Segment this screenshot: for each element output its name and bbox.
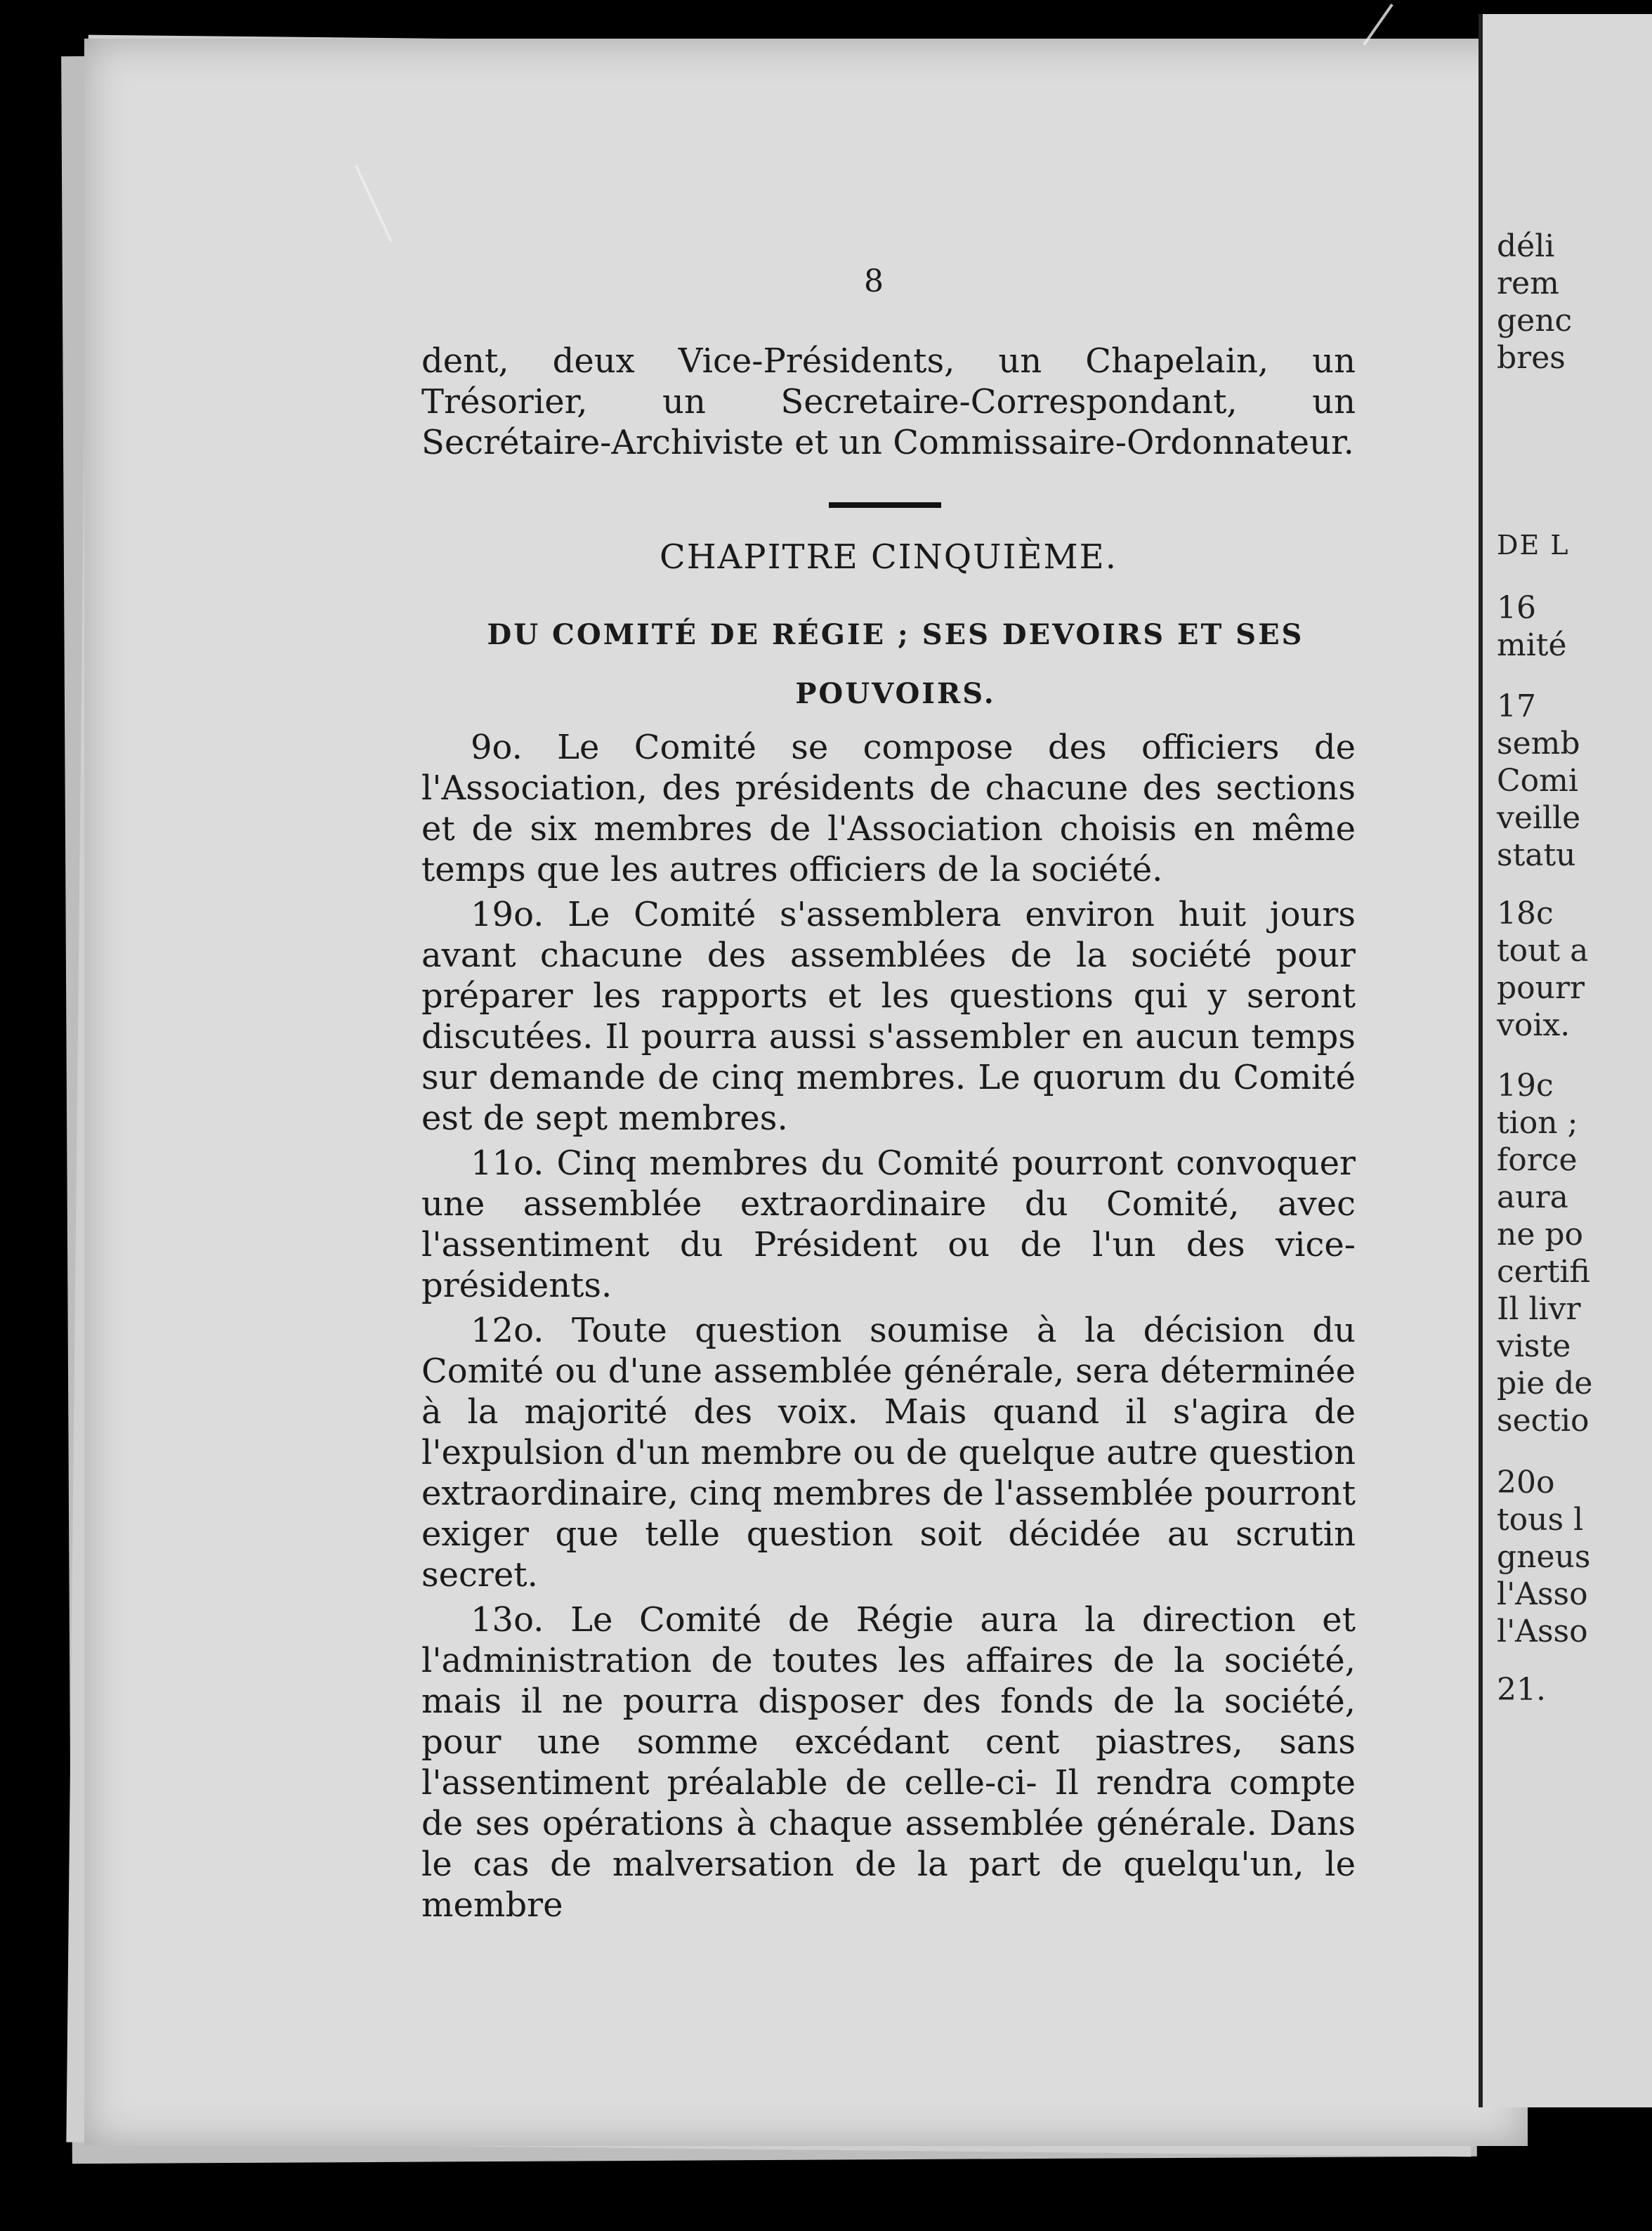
- right-fragment: veille: [1497, 800, 1581, 836]
- section-heading-line-2: POUVOIRS.: [795, 677, 996, 710]
- right-fragment: Comi: [1497, 763, 1578, 799]
- articles-body: [421, 727, 1356, 1930]
- right-fragment: Il livr: [1497, 1291, 1581, 1327]
- article-10: 19o. Le Comité s'assemblera environ huit jours avant chacune des assemblées de la société pour préparer les rapports et les questions qui y seront discutées. Il pourra aussi s'assembler en aucun temps sur demande de cinq membres. Le quorum du Comité est de sept membres.: [421, 895, 1356, 1138]
- right-fragment: 21.: [1497, 1672, 1546, 1708]
- opening-paragraph: [421, 341, 1356, 467]
- right-page: [1479, 14, 1652, 2107]
- section-heading: [450, 606, 1342, 724]
- article-9: 9o. Le Comité se compose des officiers de l'Association, des présidents de chacune des sections et de six membres de l'Association choisis en même temps que les autres officiers de la société.: [421, 728, 1356, 889]
- article-12: 12o. Toute question soumise à la décision du Comité ou d'une assemblée générale, sera déterminée à la majorité des voix. Mais quand il s'agira de l'expulsion d'un membre ou de quelque autre question extraordinaire, cinq membres de l'assemblée pourront exiger que telle question soit décidée au scrutin secret.: [421, 1311, 1356, 1595]
- right-fragment: semb: [1497, 726, 1580, 761]
- right-fragment: voix.: [1497, 1007, 1571, 1043]
- article-13: 13o. Le Comité de Régie aura la direction et l'administration de toutes les affaires de la société, mais il ne pourra disposer des fonds de la société, pour une somme excédant cent piastres, sans l'assentiment préalable de celle-ci- Il rendra compte de ses opérations à chaque assemblée générale. Dans le cas de malversation de la part de quelqu'un, le membre: [421, 1600, 1356, 1925]
- right-fragment: sectio: [1497, 1403, 1589, 1439]
- right-fragment: statu: [1497, 837, 1576, 873]
- right-fragment: l'Asso: [1497, 1614, 1588, 1649]
- right-fragment: bres: [1497, 340, 1566, 376]
- right-fragment: tous l: [1497, 1502, 1584, 1538]
- right-fragment: genc: [1497, 303, 1573, 339]
- page-number: 8: [864, 263, 884, 299]
- right-fragment: tion ;: [1497, 1105, 1578, 1141]
- section-heading-line-1: DU COMITÉ DE RÉGIE ; SES DEVOIRS ET SES: [487, 618, 1304, 651]
- right-fragment: déli: [1497, 228, 1555, 264]
- right-fragment: viste: [1497, 1328, 1571, 1364]
- right-fragment: rem: [1497, 266, 1559, 301]
- chapter-title: CHAPITRE CINQUIÈME.: [660, 537, 1117, 577]
- right-fragment: DE L: [1497, 530, 1570, 561]
- right-fragment: 17: [1497, 688, 1536, 724]
- right-fragment: certifi: [1497, 1254, 1590, 1290]
- right-fragment: mité: [1497, 627, 1567, 663]
- right-fragment: 19c: [1497, 1068, 1554, 1104]
- article-11: 11o. Cinq membres du Comité pourront convoquer une assemblée extraordinaire du Comité, avec l'assentiment du Président ou de l'un des vice-présidents.: [421, 1144, 1356, 1305]
- right-fragment: gneus: [1497, 1539, 1591, 1575]
- right-fragment: 16: [1497, 590, 1536, 626]
- right-fragment: pie de: [1497, 1366, 1593, 1401]
- right-fragment: aura: [1497, 1179, 1568, 1215]
- right-fragment: 20o: [1497, 1465, 1555, 1500]
- right-fragment: tout a: [1497, 933, 1589, 969]
- section-divider: [829, 502, 941, 508]
- right-fragment: 18c: [1497, 896, 1554, 931]
- right-fragment: ne po: [1497, 1217, 1584, 1252]
- opening-paragraph-text: dent, deux Vice-Présidents, un Chapelain, un Trésorier, un Secretaire-Correspondant, un Secrétaire-Archiviste et un Commissaire-Ordonnateur.: [421, 341, 1356, 462]
- right-fragment: pourr: [1497, 970, 1585, 1006]
- right-fragment: force: [1497, 1142, 1578, 1178]
- right-fragment: l'Asso: [1497, 1576, 1588, 1612]
